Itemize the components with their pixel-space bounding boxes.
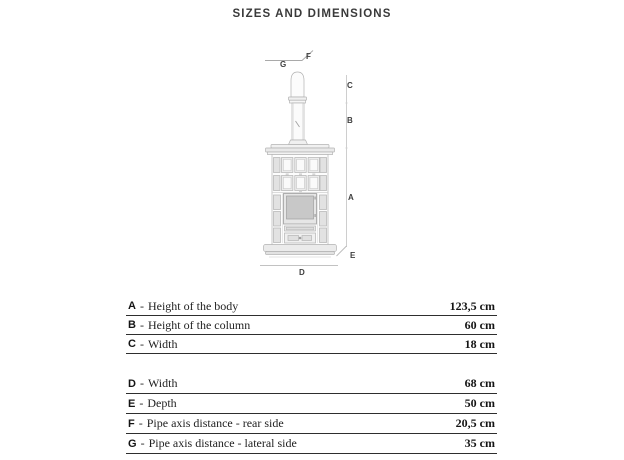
dimension-label: Depth [147,396,177,410]
dimension-letter: A [128,300,136,312]
dim-label-e: E [350,251,356,260]
dimension-value: 68 cm [464,376,495,390]
dimension-letter: E [128,397,136,410]
ash-slot [285,226,316,231]
dimension-value: 35 cm [464,436,495,450]
fire-door [284,194,317,225]
dimension-value: 50 cm [464,396,495,410]
dimension-value: 60 cm [464,317,495,332]
dim-label-d: D [299,268,305,277]
table-row [126,335,497,354]
separator: - [138,416,143,430]
stove-diagram [250,45,370,285]
dimension-label: Width [147,376,178,390]
table-row [126,414,497,434]
separator: - [139,317,144,332]
separator: - [139,376,144,390]
dimension-letter: C [128,338,136,350]
dimension-letter: G [128,437,137,450]
dim-label-a: A [348,193,354,202]
table-row [126,394,497,414]
dimension-letter: D [128,377,136,390]
dimension-label: Pipe axis distance - rear side [146,416,284,430]
chimney-top [291,72,304,97]
dim-label-f: F [306,52,311,61]
dimension-value: 18 cm [464,336,495,351]
table-row [126,297,497,316]
dimensions-table-body [126,297,497,354]
dim-label-b: B [347,116,353,125]
dimension-letter: F [128,417,135,430]
base-plinth [264,245,337,258]
lower-panel [285,233,316,243]
dimension-value: 123,5 cm [449,298,495,313]
table-row [126,434,497,454]
dimension-label: Width [147,336,178,351]
dimension-label: Pipe axis distance - lateral side [148,436,297,450]
dimension-value: 20,5 cm [455,416,495,430]
dim-label-c: C [347,81,353,90]
separator: - [139,396,144,410]
dimension-label: Height of the column [147,317,251,332]
separator: - [140,436,145,450]
dimensions-table-footprint [126,374,497,454]
separator: - [139,298,144,313]
table-row [126,316,497,335]
dimension-letter: B [128,319,136,331]
separator: - [139,336,144,351]
table-row [126,374,497,394]
dimension-label: Height of the body [147,298,239,313]
dim-label-g: G [280,60,287,69]
page-title: SIZES AND DIMENSIONS [232,8,392,20]
